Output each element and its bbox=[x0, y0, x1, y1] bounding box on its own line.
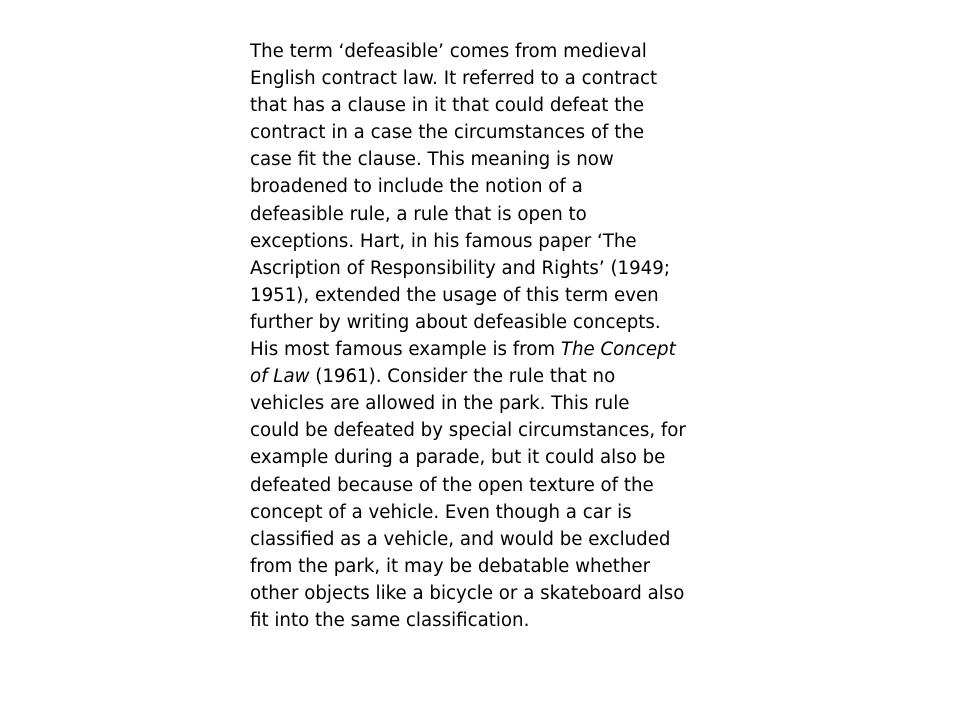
paragraph-line: Ascription of Responsibility and Rights’ (1949; bbox=[250, 257, 670, 279]
book-title-italic: of Law bbox=[250, 366, 310, 388]
paragraph-line: English contract law. It referred to a contract bbox=[250, 68, 658, 90]
paragraph-line: fit into the same classification. bbox=[250, 609, 530, 631]
line-text: (1961). Consider the rule that no bbox=[309, 366, 616, 388]
paragraph-line: example during a parade, but it could also be bbox=[250, 447, 666, 469]
paragraph-line bbox=[250, 363, 720, 390]
paragraph-line: other objects like a bicycle or a skateboard also bbox=[250, 582, 685, 604]
book-title-italic: The Concept bbox=[560, 339, 676, 361]
paragraph-line: from the park, it may be debatable whether bbox=[250, 555, 651, 577]
paragraph-line: exceptions. Hart, in his famous paper ‘The bbox=[250, 230, 637, 252]
paragraph-line: broadened to include the notion of a bbox=[250, 176, 583, 198]
paragraph-line bbox=[250, 336, 720, 363]
paragraph-line: 1951), extended the usage of this term even bbox=[250, 284, 659, 306]
paragraph-line: further by writing about defeasible concepts. bbox=[250, 311, 661, 333]
paragraph-line: The term ‘defeasible’ comes from medieval bbox=[250, 41, 647, 62]
paragraph-line: vehicles are allowed in the park. This rule bbox=[250, 393, 630, 415]
paragraph-line: case fit the clause. This meaning is now bbox=[250, 149, 614, 171]
paragraph-line: that has a clause in it that could defeat the bbox=[250, 95, 645, 117]
paragraph-line: concept of a vehicle. Even though a car is bbox=[250, 501, 632, 523]
line-text: His most famous example is from bbox=[250, 339, 561, 361]
paragraph-line: classified as a vehicle, and would be excluded bbox=[250, 528, 671, 550]
paragraph-line: defeated because of the open texture of the bbox=[250, 474, 654, 496]
paragraph-line: could be defeated by special circumstances, for bbox=[250, 420, 686, 442]
paragraph-line: defeasible rule, a rule that is open to bbox=[250, 203, 587, 225]
body-paragraph bbox=[250, 38, 720, 634]
paragraph-line: contract in a case the circumstances of the bbox=[250, 122, 645, 144]
